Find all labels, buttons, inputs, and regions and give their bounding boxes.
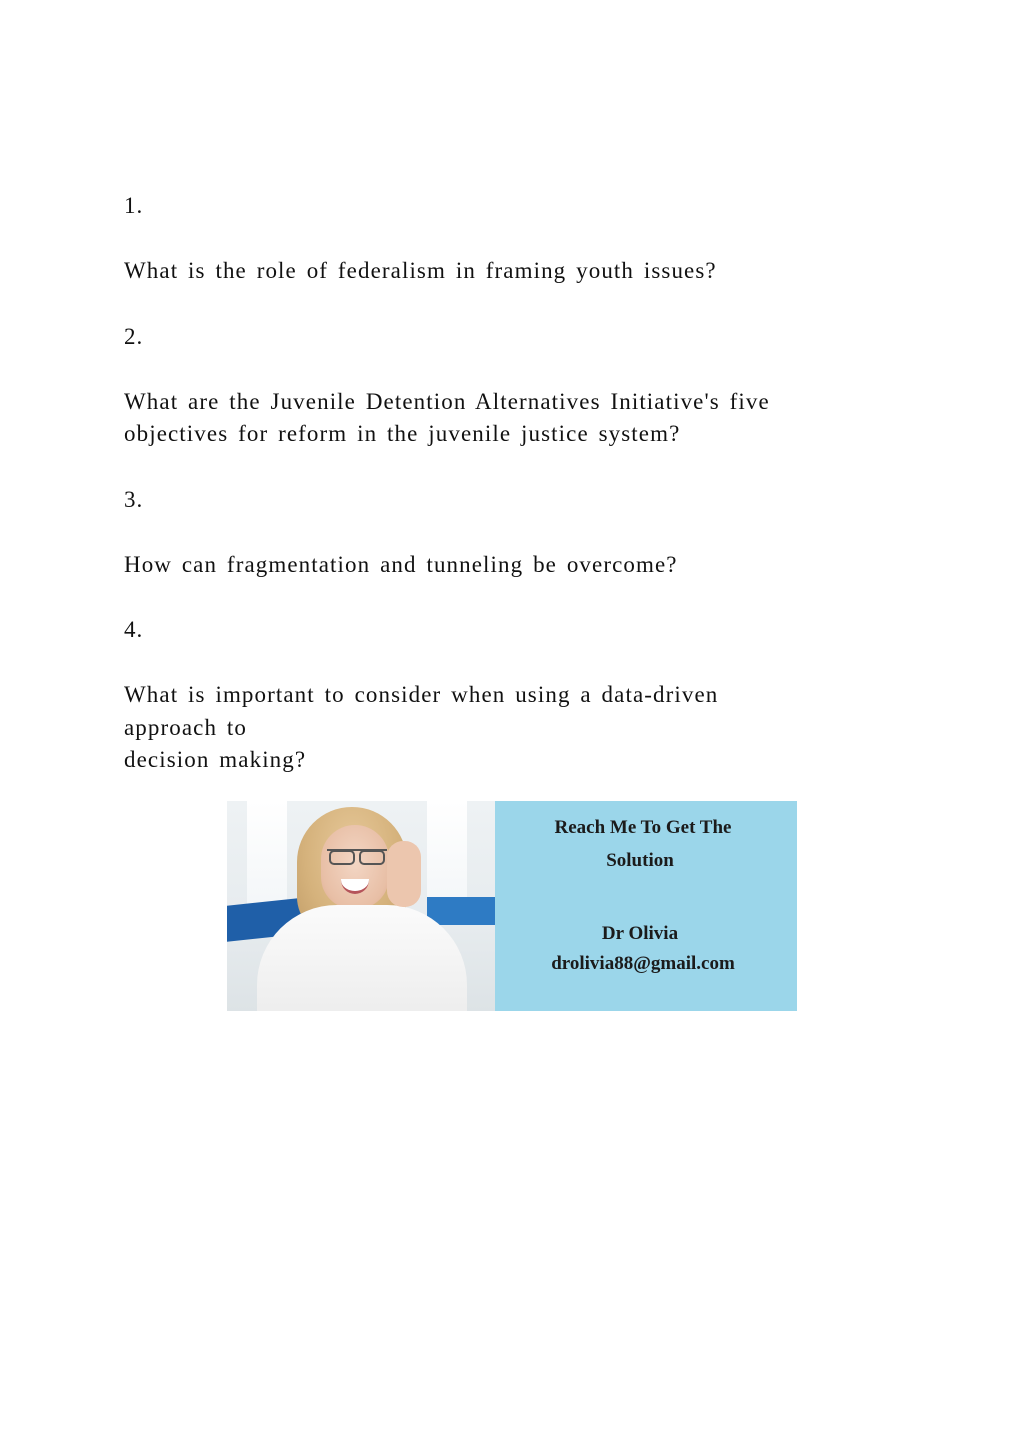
banner-line-1: Reach Me To Get The (554, 817, 732, 838)
contact-text-panel (495, 801, 797, 1011)
hand-shape (387, 841, 421, 907)
blouse-shape (257, 905, 467, 1011)
window-pane (247, 801, 287, 911)
question-4-line-2: approach to (124, 714, 248, 740)
banner-line-2: Solution (606, 850, 674, 871)
question-4-line-3: decision making? (124, 747, 307, 772)
banner-name: Dr Olivia (601, 923, 679, 944)
question-1-line-1: What is the role of federalism in framing youth issues? (124, 258, 717, 283)
contact-banner (227, 801, 797, 1011)
background-shape (427, 897, 495, 925)
woman-photo (227, 801, 495, 1011)
question-number-1: 1. (124, 193, 144, 218)
question-list (124, 190, 884, 810)
question-number-4: 4. (124, 617, 144, 642)
question-number-3: 3. (124, 486, 144, 512)
question-number-2: 2. (124, 323, 144, 349)
question-2-line-2: objectives for reform in the juvenile justice system? (124, 421, 681, 446)
glasses-shape (327, 849, 387, 865)
question-text-1 (124, 255, 884, 288)
banner-email[interactable]: drolivia88@gmail.com (551, 953, 735, 974)
face-shape (321, 825, 389, 909)
window-pane (427, 801, 467, 911)
question-text-4 (124, 679, 884, 777)
question-text-3 (124, 549, 884, 582)
question-text-2 (124, 386, 884, 451)
question-2-line-1: What are the Juvenile Detention Alternatives Initiative's five (124, 388, 770, 414)
question-4-line-1: What is important to consider when using a data-driven (124, 682, 719, 707)
question-3-line-1: How can fragmentation and tunneling be overcome? (124, 551, 678, 577)
